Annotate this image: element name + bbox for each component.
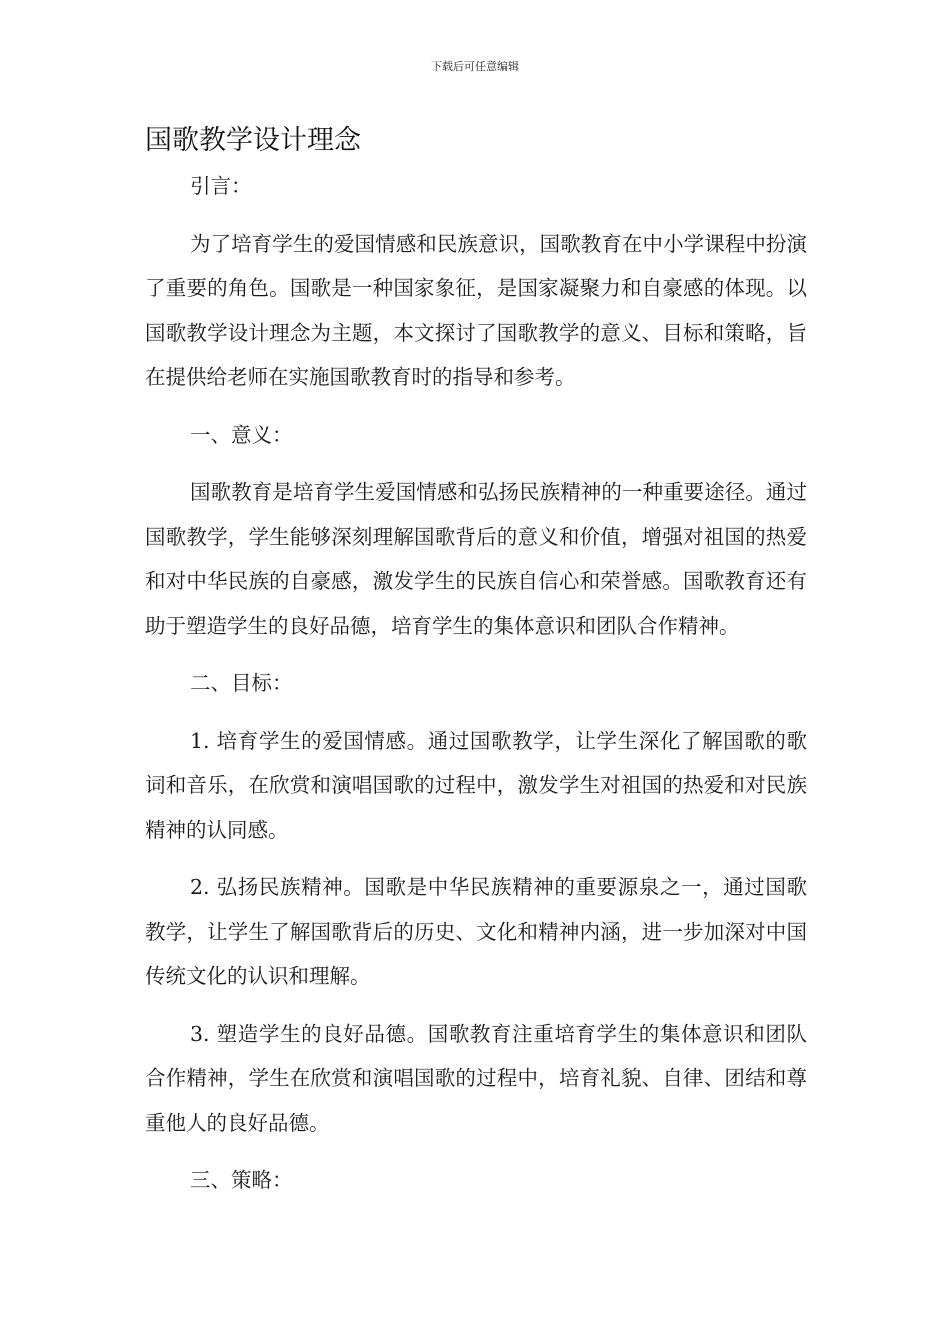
- paragraph-intro: 为了培育学生的爱国情感和民族意识，国歌教育在中小学课程中扮演了重要的角色。国歌是一种国家象征，是国家凝聚力和自豪感的体现。以国歌教学设计理念为主题，本文探讨了国歌教学的意义、目标和策略，旨在提供给老师在实施国歌教育时的指导和参考。: [145, 231, 807, 389]
- list-item-goal-2: 2. 弘扬民族精神。国歌是中华民族精神的重要源泉之一，通过国歌教学，让学生了解国歌背后的历史、文化和精神内涵，进一步加深对中国传统文化的认识和理解。: [145, 875, 807, 988]
- section-heading-intro: 引言：: [190, 174, 252, 198]
- list-item-goal-1: 1. 培育学生的爱国情感。通过国歌教学，让学生深化了解国歌的歌词和音乐，在欣赏和演唱国歌的过程中，激发学生对祖国的热爱和对民族精神的认同感。: [145, 728, 807, 842]
- section-heading-significance: 一、意义：: [190, 422, 293, 447]
- document-body: [145, 164, 807, 1216]
- document-title: 国歌教学设计理念: [145, 125, 361, 156]
- paragraph-significance: 国歌教育是培育学生爱国情感和弘扬民族精神的一种重要途径。通过国歌教学，学生能够深刻理解国歌背后的意义和价值，增强对祖国的热爱和对中华民族的自豪感，激发学生的民族自信心和荣誉感。国歌教育还有助于塑造学生的良好品德，培育学生的集体意识和团队合作精神。: [145, 480, 807, 638]
- section-heading-goals: 二、目标：: [190, 671, 293, 695]
- section-heading-strategy: 三、策略：: [190, 1168, 293, 1192]
- header-note: 下载后可任意编辑: [431, 60, 519, 73]
- list-item-goal-3: 3. 塑造学生的良好品德。国歌教育注重培育学生的集体意识和团队合作精神，学生在欣赏和演唱国歌的过程中，培育礼貌、自律、团结和尊重他人的良好品德。: [145, 1021, 807, 1135]
